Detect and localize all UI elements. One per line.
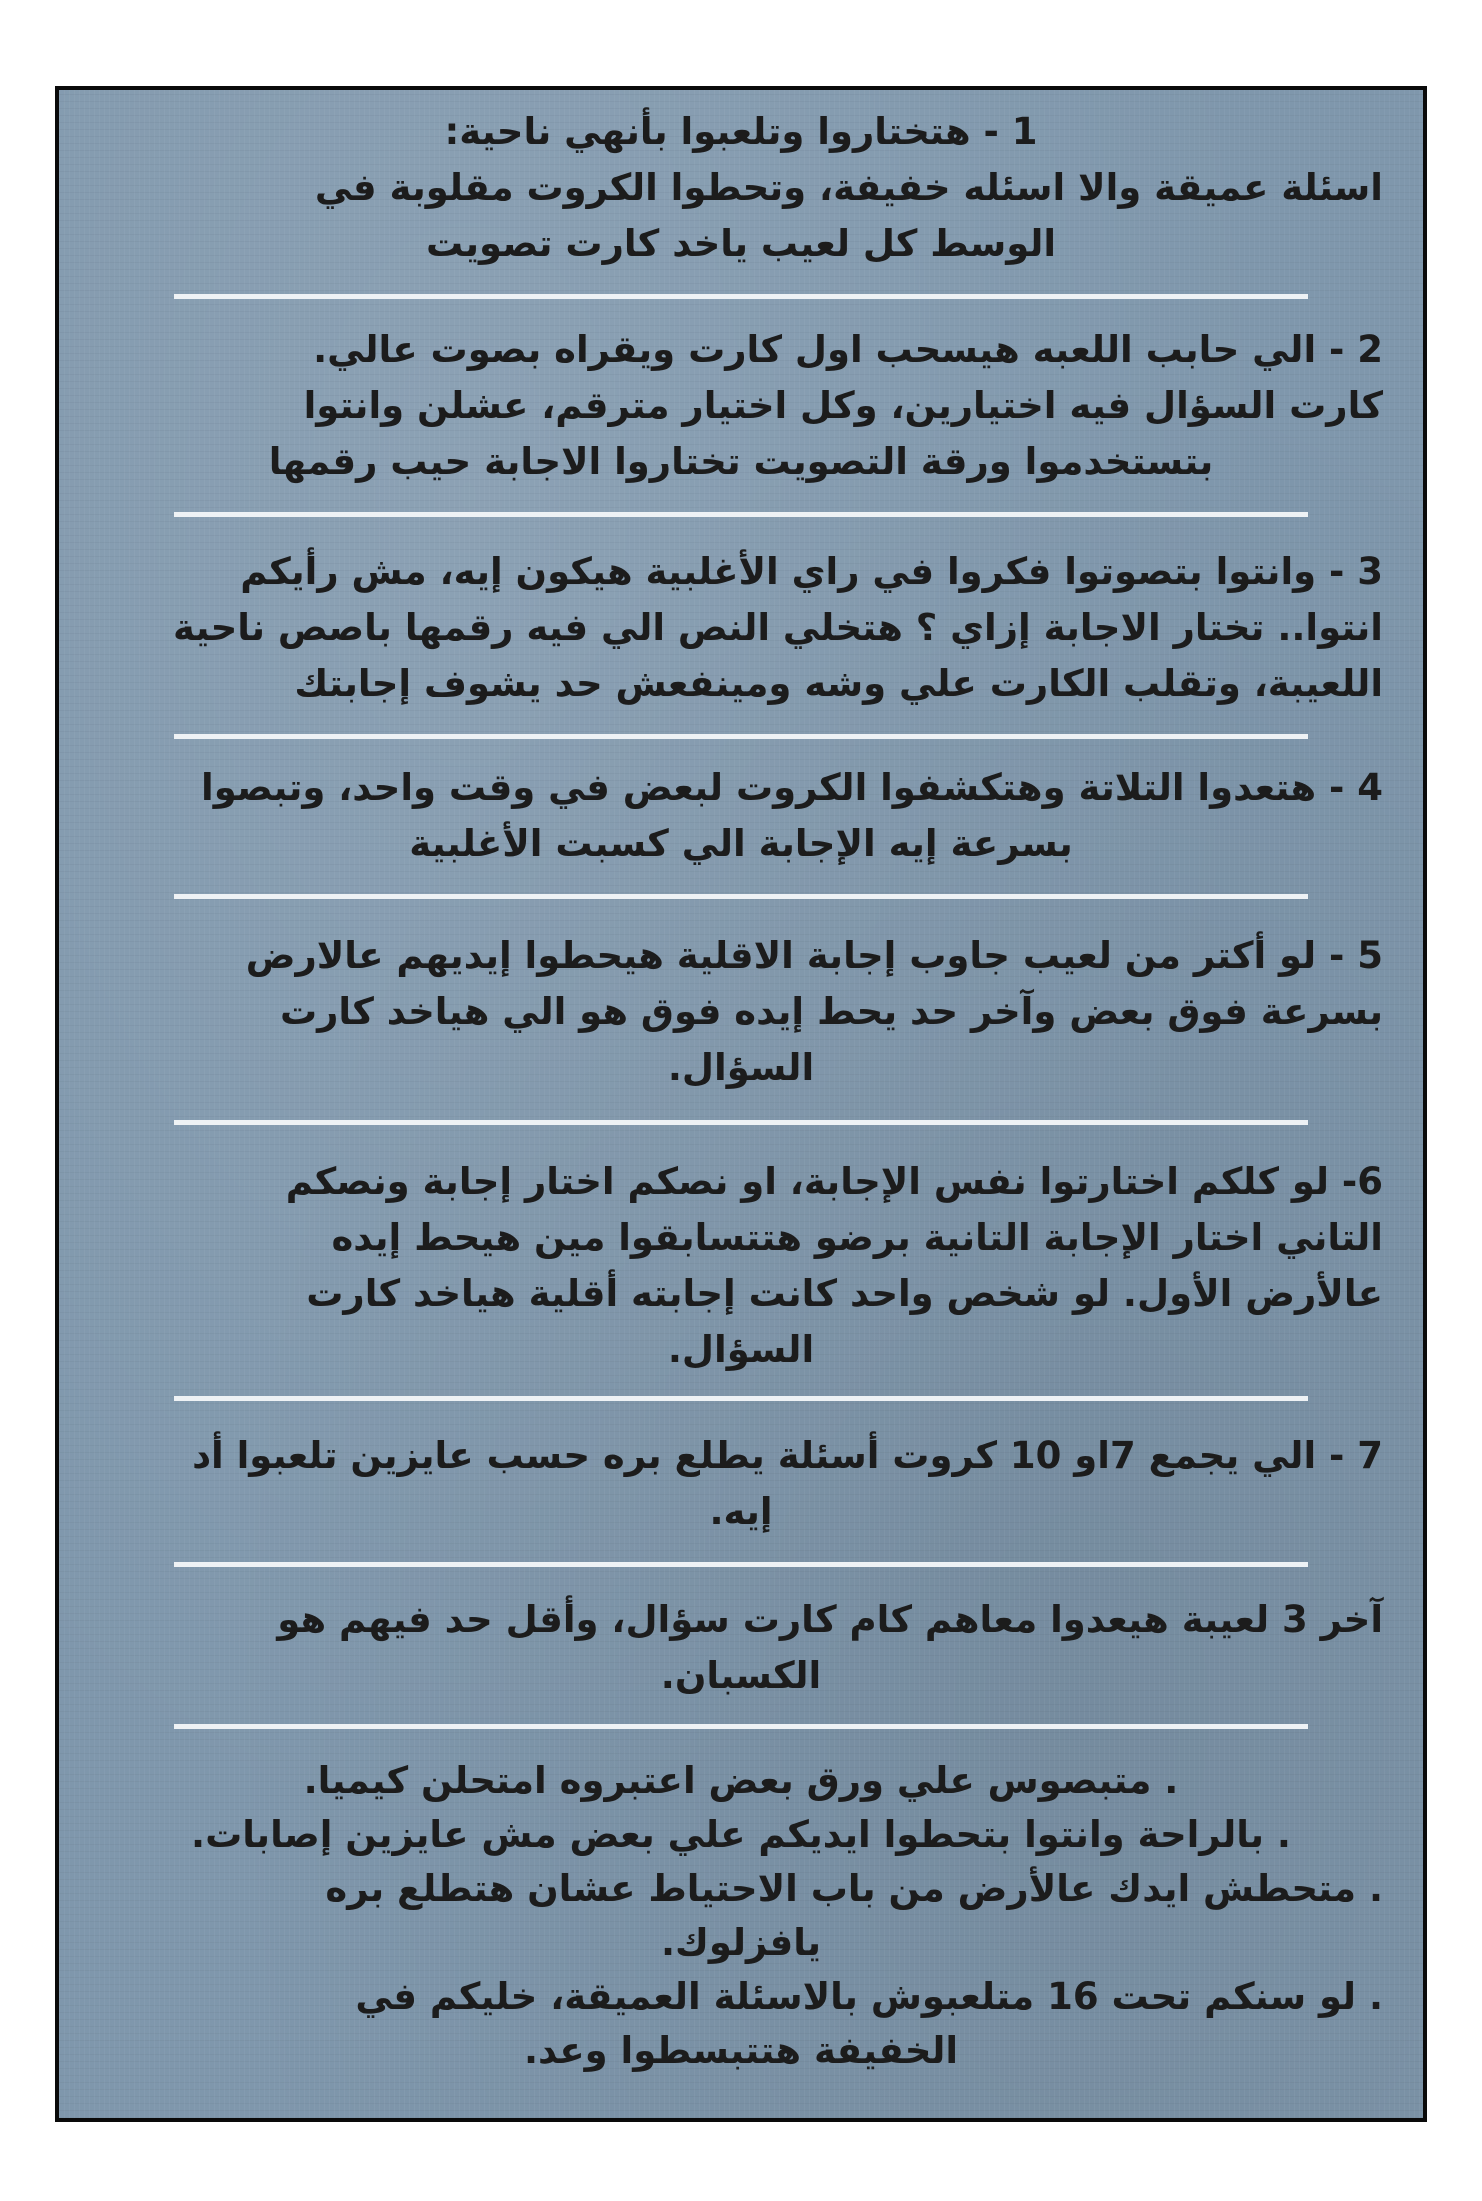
rule-5 [99,928,1383,1096]
rule-3-line-1: 3 - وانتوا بتصوتوا فكروا في راي الأغلبية هيكون إيه، مش رأيكم [240,550,1383,593]
note-4: . لو سنكم تحت 16 متلعبوش بالاسئلة العميقة، خليكم في [355,1975,1383,2018]
rule-7-line-2: إيه. [709,1490,773,1533]
note-1: . متبصوس علي ورق بعض اعتبروه امتحلن كيميا. [303,1759,1179,1802]
rule-3 [99,544,1383,712]
rule-5-line-3: السؤال. [667,1046,815,1089]
note-3-cont: يافزلوك. [660,1921,822,1964]
rule-2-line-1: 2 - الي حابب اللعبه هيسحب اول كارت ويقراه بصوت عالي. [313,328,1383,371]
rule-2-line-3: بتستخدموا ورقة التصويت تختاروا الاجابة حيب رقمها [268,440,1214,483]
rule-6-line-2: التاني اختار الإجابة التانية برضو هتتسابقوا مين هيحط إيده [331,1216,1383,1259]
rules-card [55,86,1427,2122]
rule-4-line-1: 4 - هتعدوا التلاتة وهتكشفوا الكروت لبعض في وقت واحد، وتبصوا [201,766,1383,809]
rule-7-line-1: 7 - الي يجمع 7او 10 كروت أسئلة يطلع بره حسب عايزين تلعبوا أد [192,1434,1383,1477]
rule-1-line-3: الوسط كل لعيب ياخد كارت تصويت [425,222,1057,265]
divider [174,1120,1308,1125]
divider [174,1562,1308,1567]
rule-winner [99,1592,1383,1704]
rule-6-line-4: السؤال. [667,1328,815,1371]
rule-winner-line-1: آخر 3 لعيبة هيعدوا معاهم كام كارت سؤال، وأقل حد فيهم هو [277,1598,1383,1641]
rule-4-line-2: بسرعة إيه الإجابة الي كسبت الأغلبية [409,822,1073,865]
rule-1-line-2: اسئلة عميقة والا اسئله خفيفة، وتحطوا الكروت مقلوبة في [314,166,1383,209]
rule-6 [99,1154,1383,1378]
divider [174,1724,1308,1729]
rule-5-line-2: بسرعة فوق بعض وآخر حد يحط إيده فوق هو الي هياخد كارت [279,990,1383,1033]
rule-1 [99,104,1383,272]
rule-5-line-1: 5 - لو أكتر من لعيب جاوب إجابة الاقلية هيحطوا إيديهم عالارض [245,934,1383,977]
rule-1-line-1: 1 - هتختاروا وتلعبوا بأنهي ناحية: [444,110,1038,153]
rule-winner-line-2: الكسبان. [660,1654,822,1697]
rule-7 [99,1428,1383,1540]
divider [174,894,1308,899]
divider [174,294,1308,299]
divider [174,734,1308,739]
rule-4 [99,760,1383,872]
rule-6-line-3: عالأرض الأول. لو شخص واحد كانت إجابته أقلية هياخد كارت [306,1272,1383,1315]
notes-list [99,1754,1383,2078]
rule-2 [99,322,1383,490]
note-4-cont: الخفيفة هتتبسطوا وعد. [523,2029,959,2072]
divider [174,512,1308,517]
note-3: . متحطش ايدك عالأرض من باب الاحتياط عشان هتطلع بره [325,1867,1383,1910]
note-2: . بالراحة وانتوا بتحطوا ايديكم علي بعض مش عايزين إصابات. [191,1813,1291,1856]
divider [174,1396,1308,1401]
rule-2-line-2: كارت السؤال فيه اختيارين، وكل اختيار مترقم، عشلن وانتوا [303,384,1383,427]
rule-3-line-3: اللعيبة، وتقلب الكارت علي وشه ومينفعش حد يشوف إجابتك [294,662,1383,705]
rules-content [99,90,1383,2118]
rule-6-line-1: 6- لو كلكم اختارتوا نفس الإجابة، او نصكم اختار إجابة ونصكم [285,1160,1383,1203]
rule-3-line-2: انتوا.. تختار الاجابة إزاي ؟ هتخلي النص الي فيه رقمها باصص ناحية [173,606,1383,649]
